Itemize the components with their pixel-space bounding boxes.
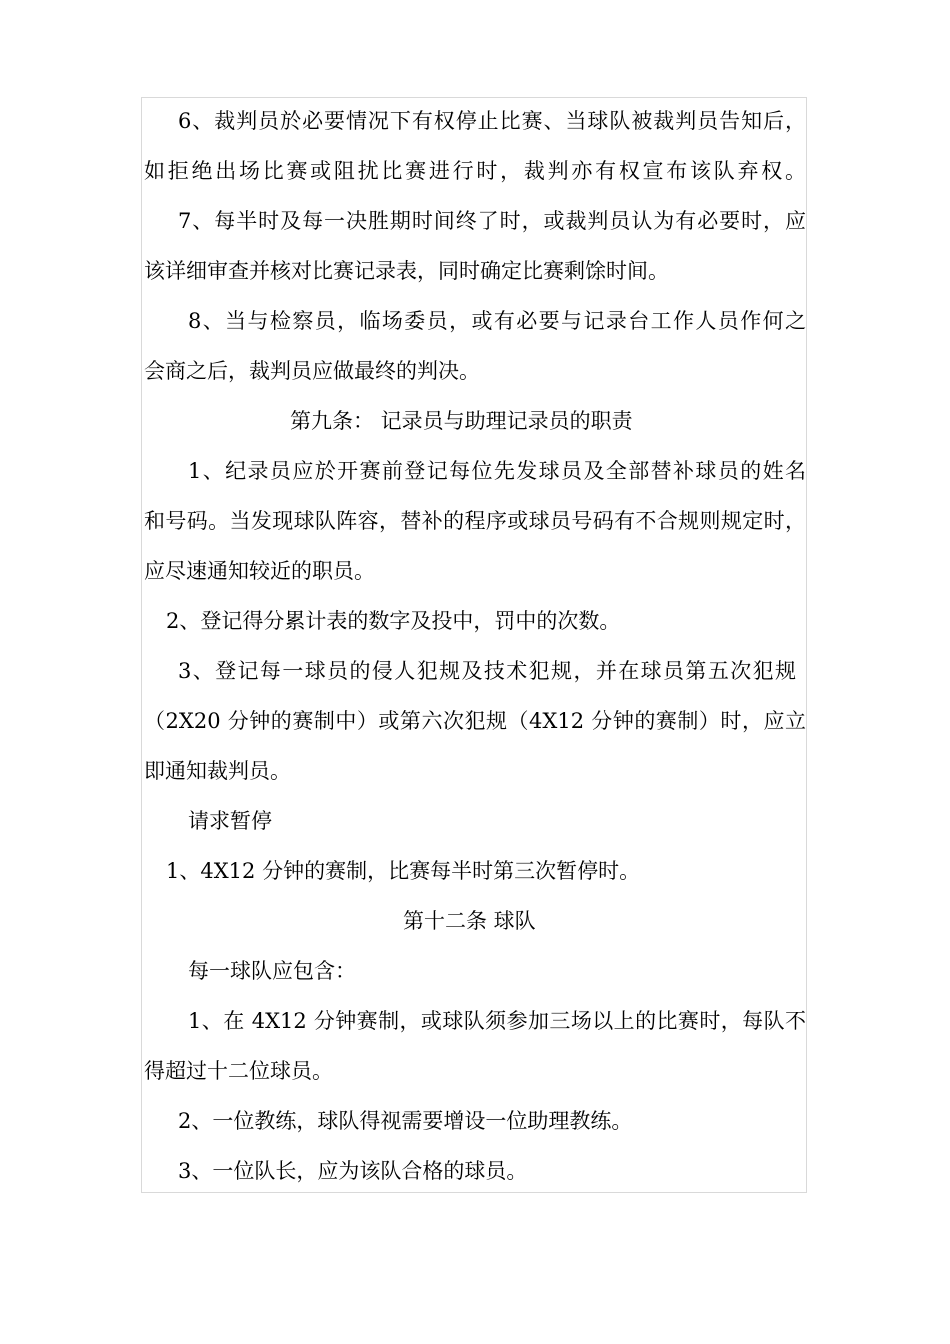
timeout-item-1: 1、4X12 分钟的赛制，比赛每半时第三次暂停时。 [166,859,641,883]
timeout-request-heading: 请求暂停 [188,809,272,833]
article-9-item-3-line-2: （2X20 分钟的赛制中）或第六次犯规（4X12 分钟的赛制）时，应立 [144,709,806,733]
article-9-item-2: 2、登记得分累计表的数字及投中，罚中的次数。 [166,609,621,633]
rule-8-item-6-line-2: 如拒绝出场比赛或阻扰比赛进行时，裁判亦有权宣布该队弃权。 [144,159,806,183]
article-12-item-2: 2、一位教练，球队得视需要增设一位助理教练。 [178,1109,633,1133]
article-9-item-1-line-2: 和号码。当发现球队阵容，替补的程序或球员号码有不合规则规定时， [144,509,806,533]
rule-8-item-8-line-2: 会商之后，裁判员应做最终的判决。 [144,359,480,383]
article-12-item-1-line-2: 得超过十二位球员。 [144,1059,333,1083]
article-9-item-1-line-1: 1、纪录员应於开赛前登记每位先发球员及全部替补球员的姓名 [188,459,806,483]
article-9-item-3-line-1: 3、登记每一球员的侵人犯规及技术犯规，并在球员第五次犯规 [178,659,796,683]
rule-8-item-6-line-1: 6、裁判员於必要情况下有权停止比赛、当球队被裁判员告知后， [178,109,806,133]
article-9-heading: 第九条： 记录员与助理记录员的职责 [290,409,633,433]
rule-8-item-7-line-1: 7、每半时及每一决胜期时间终了时，或裁判员认为有必要时，应 [178,209,806,233]
article-12-intro: 每一球队应包含： [188,959,356,983]
rule-8-item-7-line-2: 该详细审查并核对比赛记录表，同时确定比赛剩馀时间。 [144,259,669,283]
rule-8-item-8-line-1: 8、当与检察员，临场委员，或有必要与记录台工作人员作何之 [188,309,806,333]
article-12-item-3: 3、一位队长，应为该队合格的球员。 [178,1159,528,1183]
article-12-item-1-line-1: 1、在 4X12 分钟赛制，或球队须参加三场以上的比赛时，每队不 [188,1009,806,1033]
article-12-heading: 第十二条 球队 [403,909,536,933]
article-9-item-3-line-3: 即通知裁判员。 [144,759,291,783]
article-9-item-1-line-3: 应尽速通知较近的职员。 [144,559,375,583]
